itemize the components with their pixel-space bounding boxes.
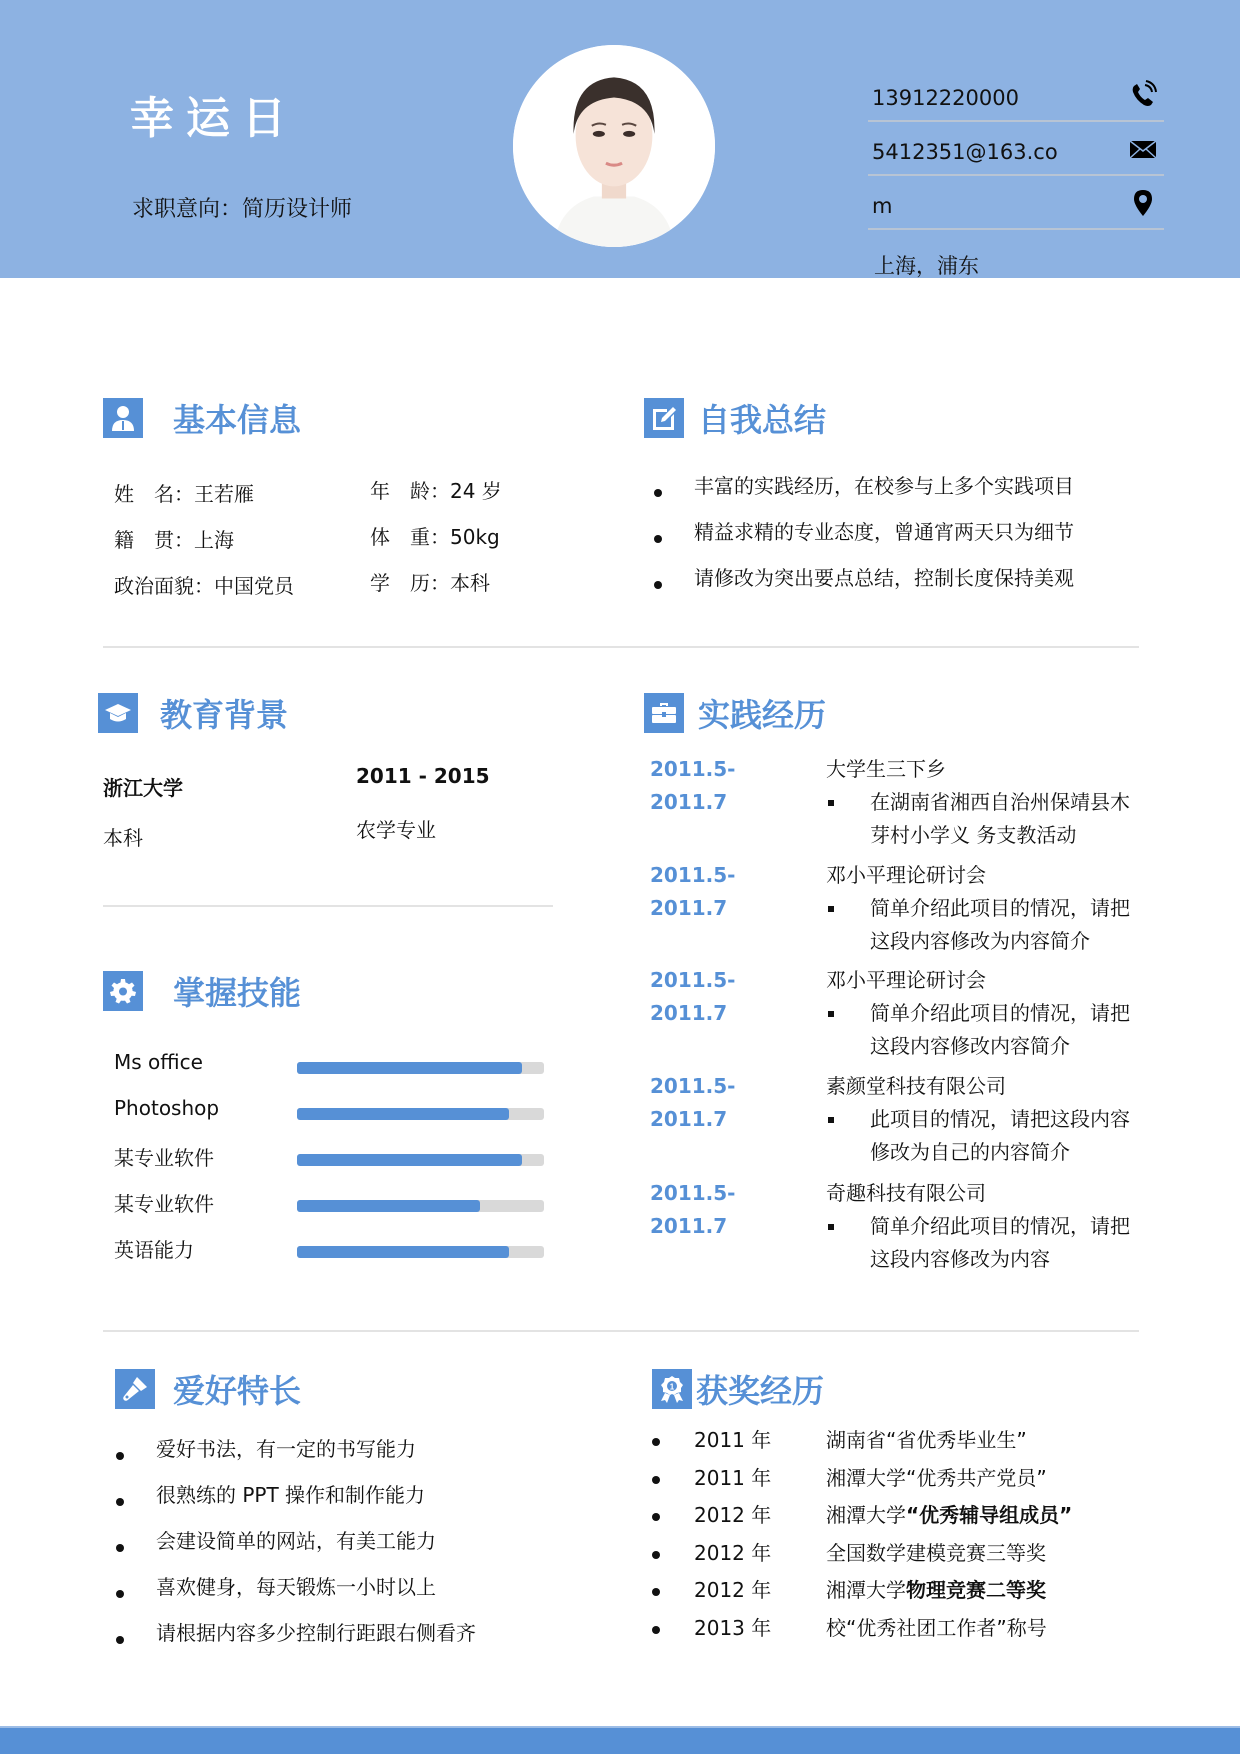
- section-education-header: [98, 690, 288, 736]
- briefcase-icon: [644, 693, 684, 733]
- phone-icon: [1128, 80, 1158, 110]
- hobby-item: 会建设简单的网站，有美工能力: [112, 1525, 476, 1571]
- practice-title: 大学生三下乡: [826, 757, 946, 781]
- practice-item: [650, 1070, 1150, 1170]
- practice-date: 2011.5- 2011.7: [650, 1181, 736, 1238]
- info-age: 年 龄：24 岁: [370, 479, 502, 503]
- candidate-name: 幸运日: [130, 93, 298, 144]
- hobby-item: 很熟练的 PPT 操作和制作能力: [112, 1479, 476, 1525]
- skill-row: [114, 1096, 544, 1126]
- award-text: 湘潭大学“优秀辅导组成员”: [826, 1503, 1073, 1528]
- profile-photo: [513, 45, 715, 247]
- award-year: 2011 年: [694, 1465, 772, 1490]
- practice-date: 2011.5- 2011.7: [650, 1074, 736, 1131]
- award-text: 校“优秀社团工作者”称号: [826, 1615, 1047, 1640]
- graduation-cap-icon: [98, 693, 138, 733]
- email-continuation: m: [872, 194, 893, 218]
- contact-list: [868, 68, 1164, 230]
- skill-bar: [297, 1246, 544, 1258]
- skill-bar: [297, 1154, 544, 1166]
- edit-icon: [644, 398, 684, 438]
- major: 农学专业: [356, 818, 436, 842]
- skill-name: 某专业软件: [114, 1146, 214, 1170]
- practice-item: [650, 753, 1150, 853]
- award-text: 湖南省“省优秀毕业生”: [826, 1428, 1027, 1452]
- svg-text:1: 1: [669, 1382, 675, 1392]
- summary-item: 请修改为突出要点总结，控制长度保持美观: [650, 562, 1074, 608]
- practice-description: 在湖南省湘西自治州保靖县木芽村小学义 务支教活动: [826, 786, 1144, 852]
- practice-description: 此项目的情况，请把这段内容修改为自己的内容简介: [826, 1103, 1144, 1169]
- hobby-item: 请根据内容多少控制行距跟右侧看齐: [112, 1617, 476, 1663]
- skill-bar: [297, 1200, 544, 1212]
- phone-number[interactable]: 13912220000: [872, 86, 1019, 110]
- skill-bar-fill: [297, 1062, 522, 1074]
- award-text: 湘潭大学物理竞赛二等奖: [826, 1578, 1046, 1603]
- section-title: 基本信息: [173, 401, 302, 439]
- education-years: 2011 - 2015: [356, 764, 490, 788]
- practice-date: 2011.5- 2011.7: [650, 863, 736, 920]
- skill-name: Ms office: [114, 1050, 203, 1074]
- contact-phone: [868, 68, 1164, 122]
- practice-date: 2011.5- 2011.7: [650, 757, 736, 814]
- award-year: 2011 年: [694, 1428, 772, 1452]
- footer-bar: [0, 1726, 1240, 1754]
- award-item: [650, 1424, 1150, 1462]
- awards-list: [650, 1424, 1150, 1650]
- location-pin-icon: [1128, 188, 1158, 218]
- section-hobbies-header: [115, 1366, 301, 1412]
- practice-date: 2011.5- 2011.7: [650, 968, 736, 1025]
- award-item: [650, 1574, 1150, 1612]
- info-political-status: 政治面貌：中国党员: [114, 574, 294, 598]
- section-title: 教育背景: [160, 696, 289, 734]
- summary-item: 丰富的实践经历，在校参与上多个实践项目: [650, 470, 1074, 516]
- divider: [103, 1330, 1139, 1332]
- email-address[interactable]: 5412351@163.co: [872, 140, 1058, 164]
- skill-bar: [297, 1062, 544, 1074]
- skill-name: 英语能力: [114, 1238, 194, 1262]
- practice-description: 简单介绍此项目的情况，请把这段内容修改为内容简介: [826, 892, 1144, 958]
- section-summary-header: [644, 395, 826, 441]
- section-title: 实践经历: [698, 696, 827, 734]
- award-year: 2012 年: [694, 1503, 772, 1528]
- skill-bar-fill: [297, 1108, 509, 1120]
- contact-location: [868, 176, 1164, 230]
- section-title: 获奖经历: [696, 1372, 825, 1410]
- info-hometown: 籍 贯：上海: [114, 528, 234, 552]
- user-icon: [103, 398, 143, 438]
- skill-row: [114, 1188, 544, 1218]
- hobbies-list: [112, 1433, 476, 1663]
- skill-row: [114, 1050, 544, 1080]
- skill-bar-fill: [297, 1154, 522, 1166]
- skill-bar-fill: [297, 1200, 480, 1212]
- school-name: 浙江大学: [103, 776, 183, 800]
- practice-item: [650, 859, 1150, 959]
- section-practice-header: [644, 690, 826, 736]
- practice-title: 素颜堂科技有限公司: [826, 1074, 1006, 1098]
- divider: [103, 646, 1139, 648]
- address: 上海，浦东: [874, 254, 979, 278]
- award-text: 全国数学建模竞赛三等奖: [826, 1540, 1046, 1565]
- job-intent: 求职意向：简历设计师: [132, 197, 353, 222]
- info-weight: 体 重：50kg: [370, 525, 500, 549]
- header-banner: [0, 0, 1240, 278]
- award-item: [650, 1499, 1150, 1537]
- portrait-image: [513, 45, 715, 247]
- skill-name: 某专业软件: [114, 1192, 214, 1216]
- section-awards-header: [652, 1366, 824, 1412]
- divider: [103, 905, 553, 907]
- practice-title: 奇趣科技有限公司: [826, 1181, 986, 1205]
- skill-row: [114, 1142, 544, 1172]
- award-item: [650, 1612, 1150, 1650]
- award-ribbon-icon: [652, 1369, 692, 1409]
- section-title: 掌握技能: [173, 974, 302, 1012]
- skill-bar: [297, 1108, 544, 1120]
- info-name: 姓 名：王若雁: [114, 482, 254, 506]
- mail-icon: [1128, 134, 1158, 164]
- skill-name: Photoshop: [114, 1096, 220, 1120]
- award-item: [650, 1537, 1150, 1575]
- skill-bar-fill: [297, 1246, 509, 1258]
- section-basic-info-header: [103, 395, 301, 441]
- gear-icon: [103, 971, 143, 1011]
- practice-title: 邓小平理论研讨会: [826, 863, 986, 887]
- practice-description: 简单介绍此项目的情况，请把这段内容修改内容简介: [826, 997, 1144, 1063]
- summary-list: [650, 470, 1074, 608]
- award-text: 湘潭大学“优秀共产党员”: [826, 1465, 1047, 1490]
- award-year: 2013 年: [694, 1615, 772, 1640]
- hobby-item: 爱好书法，有一定的书写能力: [112, 1433, 476, 1479]
- paintbrush-icon: [115, 1369, 155, 1409]
- degree: 本科: [103, 826, 143, 850]
- award-year: 2012 年: [694, 1578, 772, 1603]
- skill-row: [114, 1234, 544, 1264]
- practice-title: 邓小平理论研讨会: [826, 968, 986, 992]
- section-title: 自我总结: [698, 401, 827, 439]
- contact-email: [868, 122, 1164, 176]
- hobby-item: 喜欢健身，每天锻炼一小时以上: [112, 1571, 476, 1617]
- practice-item: [650, 964, 1150, 1064]
- info-education-level: 学 历：本科: [370, 571, 490, 595]
- practice-description: 简单介绍此项目的情况，请把这段内容修改为内容: [826, 1210, 1144, 1276]
- section-skills-header: [103, 968, 301, 1014]
- award-year: 2012 年: [694, 1540, 772, 1565]
- award-item: [650, 1462, 1150, 1500]
- section-title: 爱好特长: [173, 1372, 302, 1410]
- summary-item: 精益求精的专业态度，曾通宵两天只为细节: [650, 516, 1074, 562]
- practice-item: [650, 1177, 1150, 1277]
